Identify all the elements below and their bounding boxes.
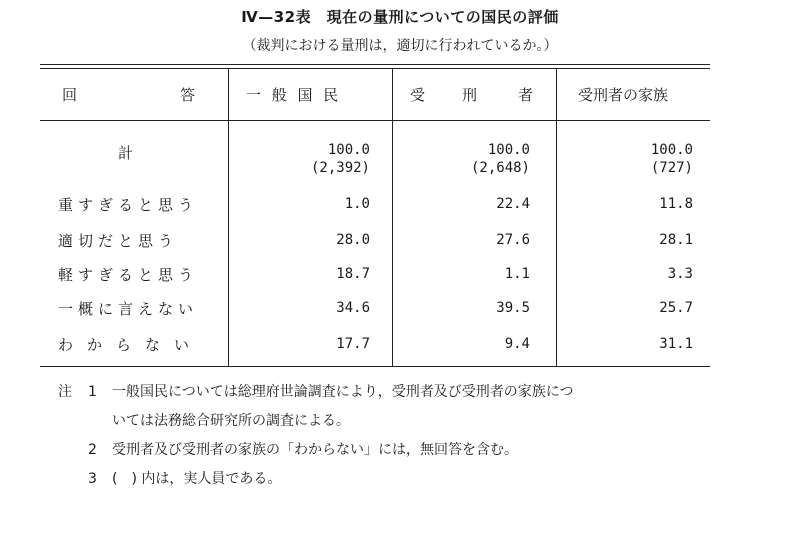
cell-inmates: 22.4 [496,196,530,212]
cell-inmates: 39.5 [496,300,530,316]
cell-families: 31.1 [659,336,693,352]
header-answer-left: 回 [62,86,78,104]
top-rule-outer [40,64,710,65]
column-divider-3 [556,68,557,366]
table-subtitle: （裁判における量刑は，適切に行われているか。） [242,38,558,54]
header-inmate-families: 受刑者の家族 [578,86,669,104]
row-label: 重すぎると思う [58,196,199,214]
cell-families: 25.7 [659,300,693,316]
table-title: Ⅳ—32表 現在の量刑についての国民の評価 [241,8,559,26]
header-answer-right: 答 [180,86,196,104]
total-inmates-count: (2,648) [470,160,530,176]
total-families: 100.0 [650,142,693,158]
row-label: 一概に言えない [58,300,199,318]
total-general-public: 100.0 [327,142,370,158]
note-number: 2 [88,442,97,458]
row-label: わからない [58,336,204,354]
cell-general-public: 18.7 [336,266,370,282]
note-prefix: 注 [58,384,72,400]
cell-families: 3.3 [667,266,693,282]
notes [58,378,573,494]
header-rule [40,120,710,121]
note-item [58,378,573,407]
cell-inmates: 27.6 [496,232,530,248]
row-label-total: 計 [118,144,139,162]
cell-general-public: 17.7 [336,336,370,352]
cell-general-public: 1.0 [344,196,370,212]
cell-families: 11.8 [659,196,693,212]
cell-general-public: 34.6 [336,300,370,316]
note-text: 受刑者及び受刑者の家族の「わからない」には，無回答を含む。 [112,442,518,458]
note-text: いては法務総合研究所の調査による。 [112,413,350,429]
bottom-rule [40,366,710,367]
cell-families: 28.1 [659,232,693,248]
header-general-public: 一 般 国 民 [246,86,342,104]
total-inmates: 100.0 [487,142,530,158]
header-inmates-3: 者 [518,86,534,104]
note-item [58,436,573,465]
column-divider-2 [392,68,393,366]
row-label: 適切だと思う [58,232,179,250]
note-text: 一般国民については総理府世論調査により，受刑者及び受刑者の家族につ [112,384,574,400]
total-general-public-count: (2,392) [310,160,370,176]
note-number: 3 [88,471,97,487]
note-item [58,465,573,494]
column-divider-1 [228,68,229,366]
note-continuation [58,407,573,436]
header-inmates-1: 受 [410,86,426,104]
row-label: 軽すぎると思う [58,266,199,284]
cell-general-public: 28.0 [336,232,370,248]
note-number: 1 [88,384,97,400]
total-families-count: (727) [650,160,693,176]
header-inmates-2: 刑 [462,86,478,104]
note-text: ( ) 内は，実人員である。 [112,471,282,487]
cell-inmates: 1.1 [504,266,530,282]
top-rule-inner [40,68,710,69]
cell-inmates: 9.4 [504,336,530,352]
